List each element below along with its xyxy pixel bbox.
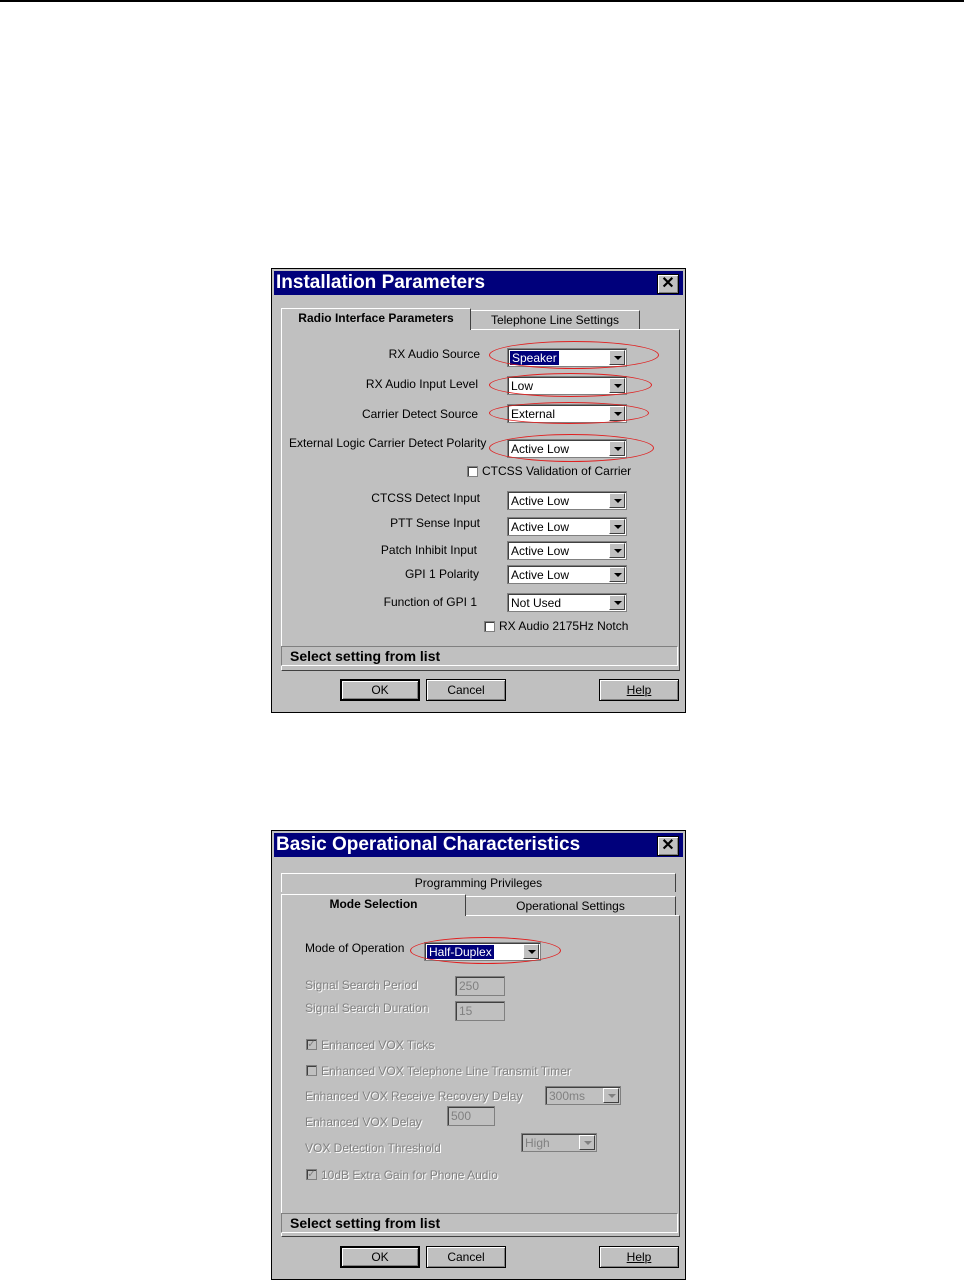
dialog-title-bar[interactable] [274, 833, 683, 857]
help-button[interactable]: Help [599, 679, 679, 701]
enhanced-vox-transmit-timer-checkbox[interactable] [306, 1065, 317, 1076]
chevron-down-icon[interactable] [609, 543, 625, 558]
ctcss-validation-checkbox[interactable] [467, 466, 478, 477]
carrier-detect-source-label: Carrier Detect Source [361, 407, 478, 421]
function-of-gpi1-select[interactable] [507, 593, 627, 612]
patch-inhibit-input-value: Active Low [511, 544, 570, 558]
tab-telephone-line-settings[interactable]: Telephone Line Settings [470, 310, 640, 329]
ok-button[interactable]: OK [340, 679, 420, 701]
external-logic-carrier-detect-polarity-value: Active Low [511, 442, 570, 456]
chevron-down-icon[interactable] [609, 493, 625, 508]
chevron-down-icon[interactable] [609, 350, 625, 365]
vox-delay-label: Enhanced VOX Delay [305, 1115, 422, 1129]
chevron-down-icon[interactable] [579, 1135, 595, 1150]
dialog-title-bar[interactable] [274, 271, 683, 295]
external-logic-carrier-detect-polarity-select[interactable] [507, 439, 627, 458]
ctcss-detect-input-select[interactable] [507, 491, 627, 510]
rx-audio-source-value: Speaker [512, 351, 557, 365]
vox-detection-threshold-value: High [525, 1136, 550, 1150]
ptt-sense-input-label: PTT Sense Input [390, 516, 480, 530]
ptt-sense-input-value: Active Low [511, 520, 570, 534]
ptt-sense-input-select[interactable] [507, 517, 627, 536]
rx-audio-input-level-label: RX Audio Input Level [365, 377, 478, 391]
status-bar: Select setting from list [281, 1213, 678, 1233]
extra-gain-checkbox[interactable]: ✓ [307, 1169, 316, 1180]
dialog-title: Installation Parameters [276, 272, 486, 293]
chevron-down-icon[interactable] [609, 441, 625, 456]
gpi1-polarity-value: Active Low [511, 568, 570, 582]
mode-of-operation-label: Mode of Operation [305, 941, 405, 955]
signal-search-period-label: Signal Search Period [305, 978, 418, 992]
rx-audio-source-select[interactable] [507, 348, 627, 367]
ok-button[interactable]: OK [340, 1246, 420, 1268]
carrier-detect-source-value: External [511, 407, 556, 421]
enhanced-vox-transmit-timer-label: Enhanced VOX Telephone Line Transmit Timer [321, 1064, 571, 1078]
dialog-title: Basic Operational Characteristics [276, 834, 581, 855]
chevron-down-icon[interactable] [609, 595, 625, 610]
enhanced-vox-ticks-checkbox[interactable]: ✓ [307, 1039, 316, 1050]
mode-of-operation-value: Half-Duplex [429, 945, 492, 959]
external-logic-carrier-detect-polarity-label: External Logic Carrier Detect Polarity [289, 436, 487, 450]
page-top-rule [0, 0, 964, 2]
installation-parameters-dialog [271, 268, 686, 713]
gpi1-polarity-label: GPI 1 Polarity [404, 567, 479, 581]
cancel-button[interactable]: Cancel [426, 1246, 506, 1268]
rx-audio-notch-label: RX Audio 2175Hz Notch [499, 619, 629, 633]
rx-audio-source-label: RX Audio Source [388, 347, 480, 361]
signal-search-period-field[interactable] [455, 976, 505, 996]
chevron-down-icon[interactable] [609, 519, 625, 534]
chevron-down-icon[interactable] [609, 567, 625, 582]
chevron-down-icon[interactable] [609, 406, 625, 421]
close-icon[interactable]: ✕ [657, 274, 679, 294]
tab-operational-settings[interactable]: Operational Settings [465, 896, 676, 915]
cancel-button[interactable]: Cancel [426, 679, 506, 701]
vox-detection-threshold-select[interactable] [521, 1133, 597, 1152]
chevron-down-icon[interactable] [523, 944, 539, 959]
function-of-gpi1-label: Function of GPI 1 [383, 595, 477, 609]
ctcss-validation-label: CTCSS Validation of Carrier [482, 464, 632, 478]
status-bar: Select setting from list [281, 646, 678, 666]
tab-mode-selection[interactable]: Mode Selection [281, 894, 466, 916]
mode-of-operation-select[interactable] [424, 942, 541, 961]
rx-audio-input-level-value: Low [511, 379, 534, 393]
carrier-detect-source-select[interactable] [507, 404, 627, 423]
chevron-down-icon[interactable] [603, 1088, 619, 1103]
vox-delay-field[interactable] [447, 1106, 495, 1126]
help-button[interactable]: Help [599, 1246, 679, 1268]
chevron-down-icon[interactable] [609, 378, 625, 393]
ctcss-detect-input-value: Active Low [511, 494, 570, 508]
gpi1-polarity-select[interactable] [507, 565, 627, 584]
enhanced-vox-ticks-label: Enhanced VOX Ticks [321, 1038, 435, 1052]
patch-inhibit-input-label: Patch Inhibit Input [380, 543, 477, 557]
rx-audio-input-level-select[interactable] [507, 376, 627, 395]
close-icon[interactable]: ✕ [657, 836, 679, 856]
vox-receive-recovery-value: 300ms [549, 1089, 586, 1103]
tab-radio-interface-parameters[interactable]: Radio Interface Parameters [281, 308, 471, 330]
signal-search-duration-label: Signal Search Duration [305, 1001, 429, 1015]
basic-operational-characteristics-dialog [271, 830, 686, 1280]
signal-search-period-value: 250 [459, 979, 480, 993]
patch-inhibit-input-select[interactable] [507, 541, 627, 560]
rx-audio-notch-checkbox[interactable] [484, 621, 495, 632]
signal-search-duration-field[interactable] [455, 1001, 505, 1021]
vox-delay-value: 500 [451, 1109, 472, 1123]
tab-programming-privileges[interactable]: Programming Privileges [281, 873, 676, 892]
extra-gain-label: 10dB Extra Gain for Phone Audio [321, 1168, 498, 1182]
signal-search-duration-value: 15 [459, 1004, 473, 1018]
vox-detection-threshold-label: VOX Detection Threshold [305, 1141, 441, 1155]
function-of-gpi1-value: Not Used [511, 596, 562, 610]
ctcss-detect-input-label: CTCSS Detect Input [371, 491, 480, 505]
vox-receive-recovery-label: Enhanced VOX Receive Recovery Delay [305, 1089, 523, 1103]
vox-receive-recovery-select[interactable] [545, 1086, 621, 1105]
